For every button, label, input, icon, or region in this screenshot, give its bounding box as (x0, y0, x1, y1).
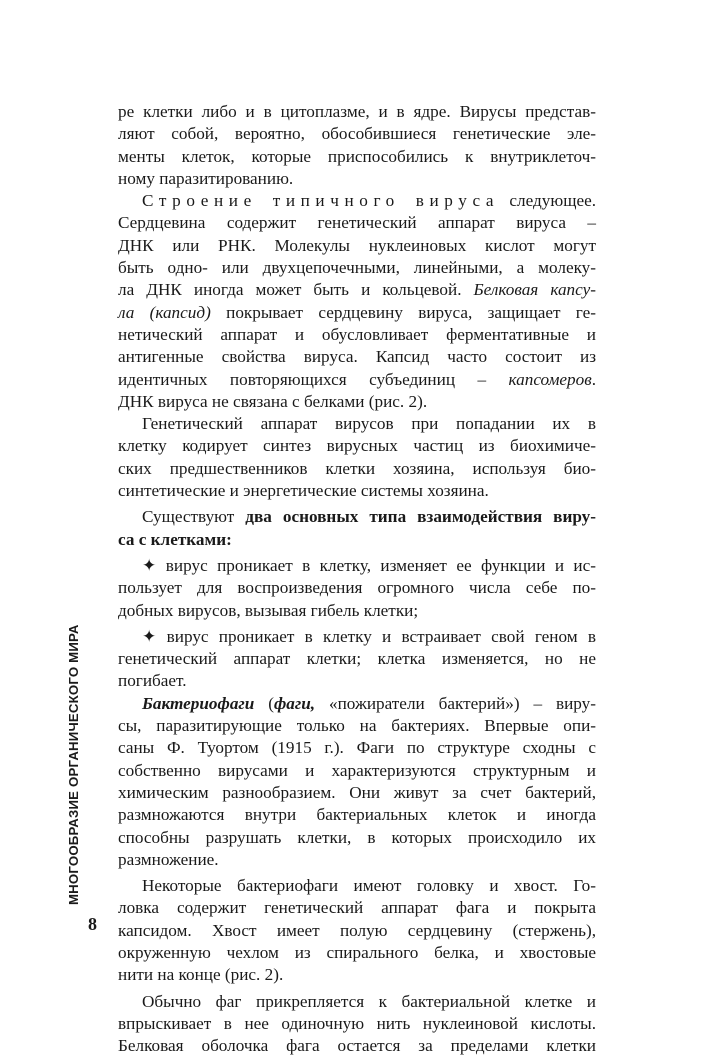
text-line: впрыскивает в нее одиночную нить нуклеиновой кислоты. (118, 1013, 596, 1033)
text-line (118, 190, 596, 212)
text-line: ловка содержит генетический аппарат фага и покрыта (118, 898, 596, 918)
text-line: окруженную чехлом из спирального белка, и хвостовые (118, 942, 596, 962)
text-line (118, 302, 596, 324)
text-line: Сердцевина содержит генетический аппарат вируса – (118, 213, 596, 233)
text-line (118, 279, 596, 301)
text-fragment: следующее. (499, 191, 597, 211)
text-line: генетический аппарат клетки; клетка изменяется, но не (118, 649, 596, 669)
text-fragment: «пожиратели бактерий») – виру- (315, 693, 596, 713)
bold-italic-term: Бактериофаги (142, 693, 255, 713)
text-line: собственно вирусами и характеризуются структурным и (118, 760, 596, 780)
text-line: капсидом. Хвост имеет полую сердцевину (стержень), (118, 920, 596, 940)
text-line: Некоторые бактериофаги имеют головку и хвост. Го- (142, 876, 596, 896)
text-line: Белковая оболочка фага остается за пределами клетки (118, 1036, 596, 1056)
bold-italic-term: фаги, (273, 693, 316, 713)
text-line: ному паразитированию. (118, 168, 294, 188)
text-line: ре клетки либо и в цитоплазме, и в ядре. Вирусы представ- (118, 102, 596, 121)
bullet-line: ✦ вирус проникает в клетку и встраивает свой геном в (142, 626, 596, 646)
text-fragment: . (591, 369, 596, 389)
text-line: добных вирусов, вызывая гибель клетки; (118, 600, 419, 620)
text-line: менты клеток, которые приспособились к внутриклеточ- (118, 146, 596, 166)
text-line: химическим разнообразием. Они живут за счет бактерий, (118, 782, 596, 802)
spaced-heading: Строение типичного вируса (142, 191, 500, 211)
text-line: ских предшественников клетки хозяина, используя био- (118, 458, 596, 478)
bold-term: два основных типа взаимодействия виру- (245, 507, 597, 527)
italic-term: капсомеров (508, 369, 592, 389)
text-line: погибает. (118, 671, 187, 691)
page-number: 8 (88, 914, 97, 934)
page-body (118, 101, 596, 1057)
text-fragment: ла ДНК иногда может быть и кольцевой. (118, 280, 474, 300)
side-running-title: МНОГООБРАЗИЕ ОРГАНИЧЕСКОГО МИРА (66, 624, 81, 905)
text-fragment: ( (254, 693, 274, 713)
italic-term: ла (капсид) (118, 302, 211, 322)
text-line: антигенные свойства вируса. Капсид часто состоит из (118, 347, 596, 367)
text-line (118, 369, 596, 391)
text-line: пользует для воспроизведения огромного числа себе по- (118, 578, 596, 598)
text-line: ДНК или РНК. Молекулы нуклеиновых кислот могут (118, 235, 596, 255)
italic-term: Белковая капсу- (473, 280, 596, 300)
text-line: размножение. (118, 849, 219, 869)
text-fragment: идентичных повторяющихся субъединиц – (118, 369, 509, 389)
text-line: Обычно фаг прикрепляется к бактериальной клетке и (142, 991, 596, 1011)
text-line: саны Ф. Туортом (1915 г.). Фаги по структуре сходны с (118, 738, 596, 758)
text-line: ляют собой, вероятно, обособившиеся генетические эле- (118, 124, 596, 144)
text-line: способны разрушать клетки, в которых происходило их (118, 827, 596, 847)
text-fragment: покрывает сердцевину вируса, защищает ге- (210, 302, 596, 322)
text-line: быть одно- или двухцепочечными, линейными, а молеку- (118, 258, 596, 278)
text-line: размножаются внутри бактериальных клеток и иногда (118, 805, 596, 825)
text-line: ДНК вируса не связана с белками (рис. 2). (118, 391, 428, 411)
text-line (118, 529, 596, 551)
text-line: клетку кодирует синтез вирусных частиц из биохимиче- (118, 436, 596, 456)
text-line (118, 506, 596, 528)
text-line: нити на конце (рис. 2). (118, 965, 284, 985)
text-line: сы, паразитирующие только на бактериях. Впервые опи- (118, 716, 596, 736)
bullet-line: ✦ вирус проникает в клетку, изменяет ее функции и ис- (142, 555, 596, 575)
text-line (118, 693, 596, 715)
bold-term: са с клетками: (118, 529, 232, 549)
text-line: нетический аппарат и обусловливает ферментативные и (118, 324, 596, 344)
text-line: Генетический аппарат вирусов при попадании их в (142, 414, 596, 434)
text-fragment: Существуют (142, 507, 246, 527)
text-line: синтетические и энергетические системы хозяина. (118, 481, 489, 501)
